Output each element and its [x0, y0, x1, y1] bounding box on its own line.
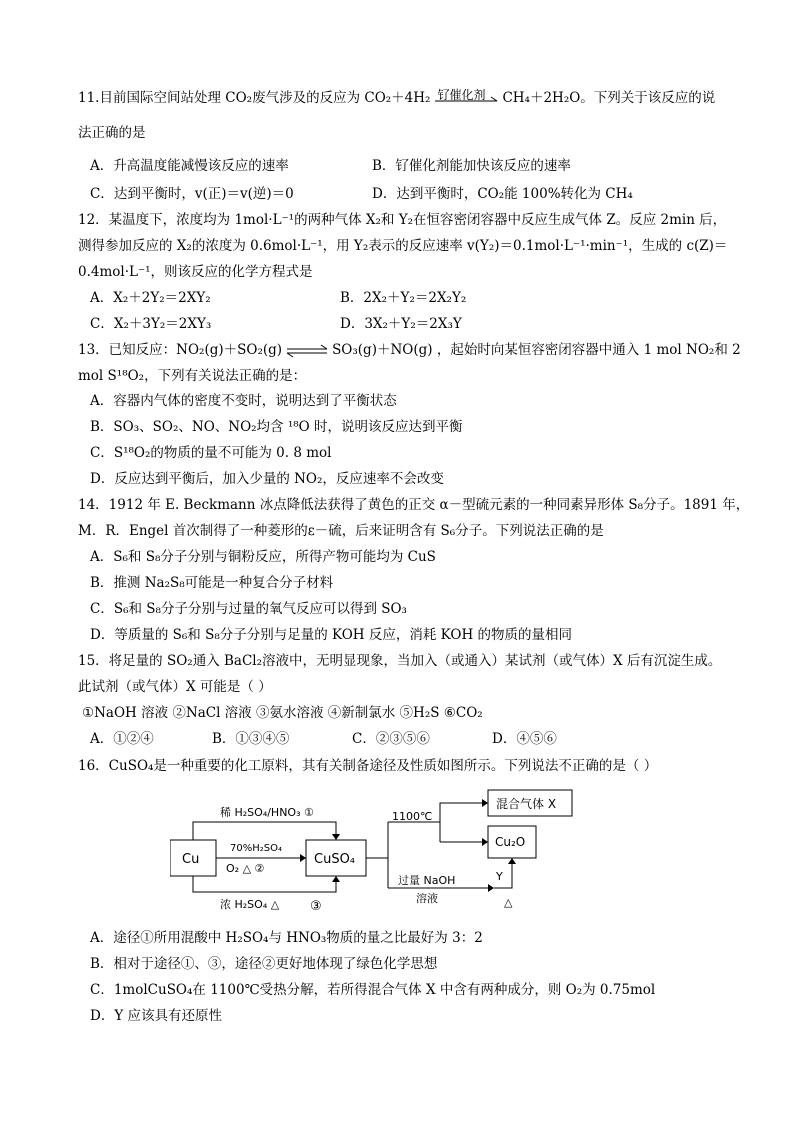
- cu2o-arrowhead-icon: [482, 838, 488, 846]
- q11-stem-line1: [78, 88, 715, 108]
- q14-stem-line1: 14．1912 年 E. Beckmann 冰点降低法获得了黄色的正交 α－型硫元素的一种同素异形体 S₈分子。1891 年，: [78, 497, 750, 513]
- q14-option-c: C．S₆和 S₈分子分别与过量的氧气反应可以得到 SO₃: [90, 601, 407, 617]
- q13-option-b: B．SO₃、SO₂、NO、NO₂均含 ¹⁸O 时，说明该反应达到平衡: [90, 419, 463, 435]
- route2-arrowhead-icon: [300, 854, 306, 862]
- catalyst-label: 钌催化剂: [437, 88, 486, 102]
- q16-option-b: B．相对于途径①、③，途径②更好地体现了绿色化学思想: [90, 956, 438, 972]
- flow-diagram-svg: [170, 780, 590, 920]
- q14-option-b: B．推测 Na₂S₈可能是一种复合分子材料: [90, 575, 334, 591]
- cuso4-label: CuSO₄: [314, 852, 356, 867]
- q11-option-d: D．达到平衡时，CO₂能 100%转化为 CH₄: [372, 186, 633, 202]
- route1-arrow: [193, 822, 336, 840]
- q16-option-d: D．Y 应该具有还原性: [90, 1008, 223, 1024]
- q11-option-b: B．钌催化剂能加快该反应的速率: [372, 158, 571, 174]
- q12-stem-line2: 测得参加反应的 X₂的浓度为 0.6mol·L⁻¹，用 Y₂表示的反应速率 v(Y₂)＝0.1mol·L⁻¹·min⁻¹，生成的 c(Z)＝: [78, 238, 728, 254]
- reversible-arrow-icon: [285, 344, 329, 358]
- q14-stem-line2: M．R．Engel 首次制得了一种菱形的ε－硫，后来证明含有 S₆分子。下列说法正确的是: [78, 523, 604, 539]
- q11-stem-post: CH₄＋2H₂O。下列关于该反应的说: [502, 90, 716, 106]
- q13-stem-pre: 13．已知反应：NO₂(g)＋SO₂(g): [78, 342, 283, 358]
- temperature-label: 1100℃: [392, 810, 433, 823]
- mixed-gas-label: 混合气体 X: [496, 797, 557, 811]
- route1-label: 稀 H₂SO₄/HNO₃ ①: [220, 806, 314, 819]
- q16-option-a: A．途径①所用混酸中 H₂SO₄与 HNO₃物质的量之比最好为 3：2: [90, 930, 483, 946]
- cu2o-label: Cu₂O: [495, 835, 526, 849]
- q12-option-a: A．X₂＋2Y₂＝2XY₂: [90, 290, 211, 306]
- q12-option-c: C．X₂＋3Y₂＝2XY₃: [90, 316, 212, 332]
- y-label: Y: [496, 870, 503, 883]
- q15-stem-line1: 15．将足量的 SO₂通入 BaCl₂溶液中，无明显现象，当加入（或通入）某试剂（或气体）X 后有沉淀生成。: [78, 653, 722, 669]
- q15-option-d: D．④⑤⑥: [492, 731, 557, 747]
- q13-stem-line2: mol S¹⁸O₂，下列有关说法正确的是：: [78, 368, 307, 384]
- q11-stem-line2: 法正确的是: [78, 125, 146, 141]
- q12-option-b: B．2X₂＋Y₂＝2X₂Y₂: [340, 290, 467, 306]
- mixed-gas-arrowhead-icon: [482, 799, 488, 807]
- q16-option-c: C．1molCuSO₄在 1100℃受热分解，若所得混合气体 X 中含有两种成分，则 O₂为 0.75mol: [90, 982, 656, 998]
- q15-stem-line2: 此试剂（或气体）X 可能是（ ）: [78, 679, 272, 695]
- q13-option-c: C．S¹⁸O₂的物质的量不可能为 0. 8 mol: [90, 445, 332, 461]
- q13-option-a: A．容器内气体的密度不变时，说明达到了平衡状态: [90, 393, 397, 409]
- q15-option-c: C．②③⑤⑥: [352, 731, 430, 747]
- equilibrium-arrow-icon: [433, 88, 499, 108]
- q13-option-d: D．反应达到平衡后，加入少量的 NO₂，反应速率不会改变: [90, 471, 444, 487]
- naoh-label-bottom: 溶液: [416, 892, 438, 905]
- q11-option-a: A．升高温度能减慢该反应的速率: [90, 158, 289, 174]
- q12-stem-line3: 0.4mol·L⁻¹，则该反应的化学方程式是: [78, 264, 313, 280]
- q16-stem: 16．CuSO₄是一种重要的化工原料，其有关制备途径及性质如图所示。下列说法不正确的是（ ）: [78, 758, 658, 774]
- route3-label: 浓 H₂SO₄ △: [220, 898, 280, 911]
- route3-number: ③: [310, 899, 322, 914]
- q14-option-a: A．S₆和 S₈分子分别与铜粉反应，所得产物可能均为 CuS: [90, 549, 436, 565]
- q15-option-b: B．①③④⑤: [212, 731, 290, 747]
- route2-label-top: 70%H₂SO₄: [230, 843, 282, 854]
- q12-stem-line1: 12．某温度下，浓度均为 1mol·L⁻¹的两种气体 X₂和 Y₂在恒容密闭容器中反应生成气体 Z。反应 2min 后，: [78, 212, 727, 228]
- q11-stem-pre: 11.目前国际空间站处理 CO₂废气涉及的反应为 CO₂＋4H₂: [78, 90, 431, 106]
- naoh-label-top: 过量 NaOH: [398, 874, 456, 887]
- q12-option-d: D．3X₂＋Y₂＝2X₃Y: [340, 316, 462, 332]
- cu-label: Cu: [182, 852, 200, 867]
- route3-arrow: [193, 876, 336, 892]
- reaction-arrow-catalyst: [433, 88, 499, 108]
- route1-arrowhead-icon: [332, 834, 340, 840]
- q13-stem-line1: [78, 340, 741, 360]
- q11-option-c: C．达到平衡时，v(正)＝v(逆)＝0: [90, 186, 294, 202]
- route2-label-bottom: O₂ △ ②: [226, 862, 265, 875]
- q15-option-a: A．①②④: [90, 731, 154, 747]
- route3-arrowhead-icon: [332, 876, 340, 882]
- naoh-arrowhead-icon: [488, 884, 494, 892]
- q13-stem-post: SO₃(g)＋NO(g) ，起始时向某恒容密闭容器中通入 1 mol NO₂和 2: [332, 342, 741, 358]
- q15-choices: ①NaOH 溶液 ②NaCl 溶液 ③氨水溶液 ④新制氯水 ⑤H₂S ⑥CO₂: [82, 705, 483, 721]
- y-heat-label: △: [504, 896, 513, 909]
- q14-option-d: D．等质量的 S₆和 S₈分子分别与足量的 KOH 反应，消耗 KOH 的物质的量相同: [90, 627, 573, 643]
- cuso4-flow-diagram: [170, 780, 590, 920]
- y-arrowhead-icon: [508, 858, 516, 864]
